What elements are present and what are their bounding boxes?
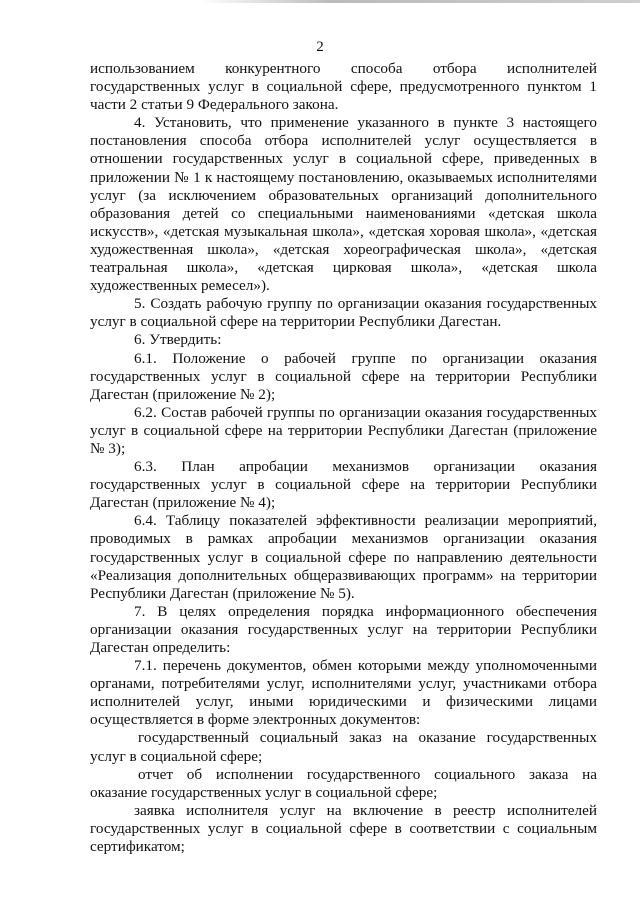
paragraph-item-6: 6. Утвердить: (134, 331, 222, 349)
paragraph-item-7: 7. В целях определения порядка информационного обеспечения организации оказания государственных услуг на территории Республики Дагестан определить: (90, 602, 597, 656)
scan-edge-shadow (200, 0, 640, 3)
paragraph-item-4: 4. Установить, что применение указанного в пункте 3 настоящего постановления способа отбора исполнителей услуг осуществляется в отношении государственных услуг в социальной сфере, приведенных в приложении № 1 к настоящему постановлению, оказываемых исполнителями услуг (за исключением образовательных организаций дополнительного образования детей со специальными наименованиями «детская школа искусств», «детская музыкальная школа», «детская хоровая школа», «детская художественная школа», «детская хореографическая школа», «детская театральная школа», «детская цирковая школа», «детская школа художественных ремесел»). (90, 114, 597, 295)
paragraph-item-6-4: 6.4. Таблицу показателей эффективности реализации мероприятий, проводимых в рамках апробации механизмов организации оказания государственных услуг в социальной сфере по направлению деятельности «Реализация дополнительных общеразвивающих программ» на территории Республики Дагестан (приложение № 5). (90, 512, 597, 602)
paragraph-item-5: 5. Создать рабочую группу по организации оказания государственных услуг в социальной сфере на территории Республики Дагестан. (90, 295, 597, 331)
page-number: 2 (316, 39, 324, 55)
list-item-order-report: отчет об исполнении государственного социального заказа на оказание государственных услуг в социальной сфере; (90, 765, 597, 801)
paragraph-item-6-3: 6.3. План апробации механизмов организации оказания государственных услуг в социальной сфере на территории Республики Дагестан (приложение № 4); (90, 458, 597, 512)
paragraph-item-6-1: 6.1. Положение о рабочей группе по организации оказания государственных услуг в социальной сфере на территории Республики Дагестан (приложение № 2); (90, 349, 597, 403)
list-item-registry-application: заявка исполнителя услуг на включение в реестр исполнителей государственных услуг в социальной сфере в соответствии с социальным сертификатом; (90, 801, 597, 856)
list-item-social-order: государственный социальный заказ на оказание государственных услуг в социальной сфере; (90, 729, 597, 765)
paragraph-continuation: использованием конкурентного способа отбора исполнителей государственных услуг в социальной сфере, предусмотренного пунктом 1 части 2 статьи 9 Федерального закона. (90, 60, 597, 114)
paragraph-item-6-2: 6.2. Состав рабочей группы по организации оказания государственных услуг в социальной сфере на территории Республики Дагестан (приложение № 3); (90, 403, 597, 457)
paragraph-item-7-1: 7.1. перечень документов, обмен которыми между уполномоченными органами, потребителями услуг, исполнителями услуг, участниками отбора исполнителей услуг, иными юридическими и физическими лицами осуществляется в форме электронных документов: (90, 657, 597, 729)
document-body (90, 60, 597, 856)
